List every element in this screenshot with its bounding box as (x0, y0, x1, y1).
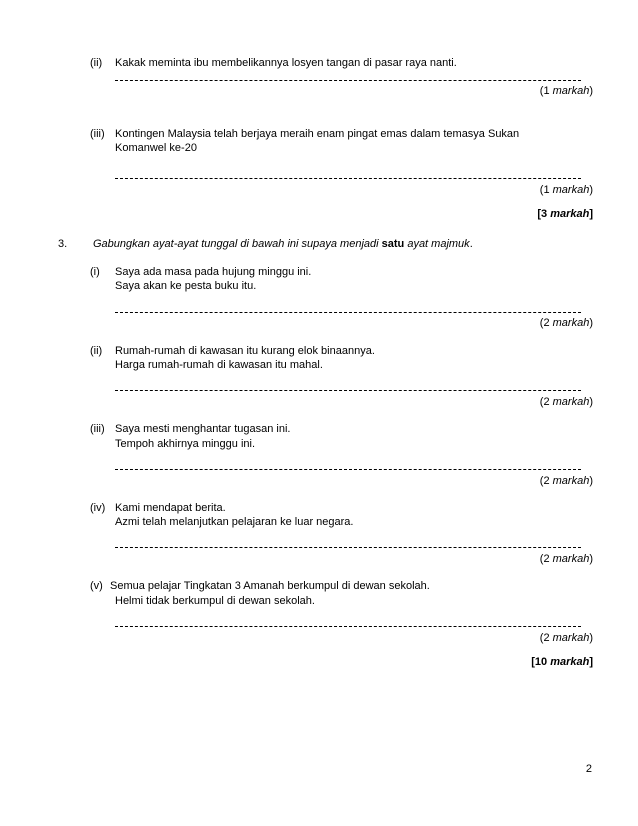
sentence-1: Semua pelajar Tingkatan 3 Amanah berkumpul di dewan sekolah. (110, 580, 430, 592)
sentence-2: Harga rumah-rumah di kawasan itu mahal. (115, 359, 323, 371)
answer-line[interactable] (115, 547, 581, 548)
item-text: Komanwel ke-20 (115, 142, 197, 154)
question-number: 3. (58, 238, 68, 250)
answer-line[interactable] (115, 390, 581, 391)
sentence-1: Kami mendapat berita. (115, 502, 226, 514)
answer-line[interactable] (115, 80, 581, 81)
mark-label: (1 markah) (539, 85, 593, 97)
question-instruction: Gabungkan ayat-ayat tunggal di bawah ini supaya menjadi satu ayat majmuk. (93, 238, 473, 250)
item-number: (ii) (90, 57, 103, 69)
total-marks: [10 markah] (531, 656, 593, 668)
sentence-1: Saya ada masa pada hujung minggu ini. (115, 266, 312, 278)
page-number: 2 (585, 763, 592, 775)
sentence-2: Tempoh akhirnya minggu ini. (115, 438, 256, 450)
sentence-2: Azmi telah melanjutkan pelajaran ke luar negara. (115, 516, 354, 528)
mark-label: (2 markah) (539, 553, 593, 565)
answer-line[interactable] (115, 178, 581, 179)
mark-label: (2 markah) (539, 317, 593, 329)
answer-line[interactable] (115, 469, 581, 470)
item-number: (ii) (90, 345, 103, 357)
mark-label: (2 markah) (539, 632, 593, 644)
sentence-2: Saya akan ke pesta buku itu. (115, 280, 257, 292)
mark-label: (2 markah) (539, 475, 593, 487)
sentence-1: Saya mesti menghantar tugasan ini. (115, 423, 291, 435)
item-text: Kontingen Malaysia telah berjaya meraih enam pingat emas dalam temasya Sukan (115, 128, 520, 140)
answer-line[interactable] (115, 312, 581, 313)
sentence-1: Rumah-rumah di kawasan itu kurang elok binaannya. (115, 345, 375, 357)
mark-label: (1 markah) (539, 184, 593, 196)
item-number: (i) (90, 266, 100, 278)
item-number: (v) (90, 580, 103, 592)
item-number: (iii) (90, 128, 105, 140)
answer-line[interactable] (115, 626, 581, 627)
mark-label: (2 markah) (539, 396, 593, 408)
item-number: (iv) (90, 502, 106, 514)
sentence-2: Helmi tidak berkumpul di dewan sekolah. (115, 595, 315, 607)
total-marks: [3 markah] (537, 208, 593, 220)
item-number: (iii) (90, 423, 105, 435)
item-text: Kakak meminta ibu membelikannya losyen tangan di pasar raya nanti. (115, 57, 457, 69)
